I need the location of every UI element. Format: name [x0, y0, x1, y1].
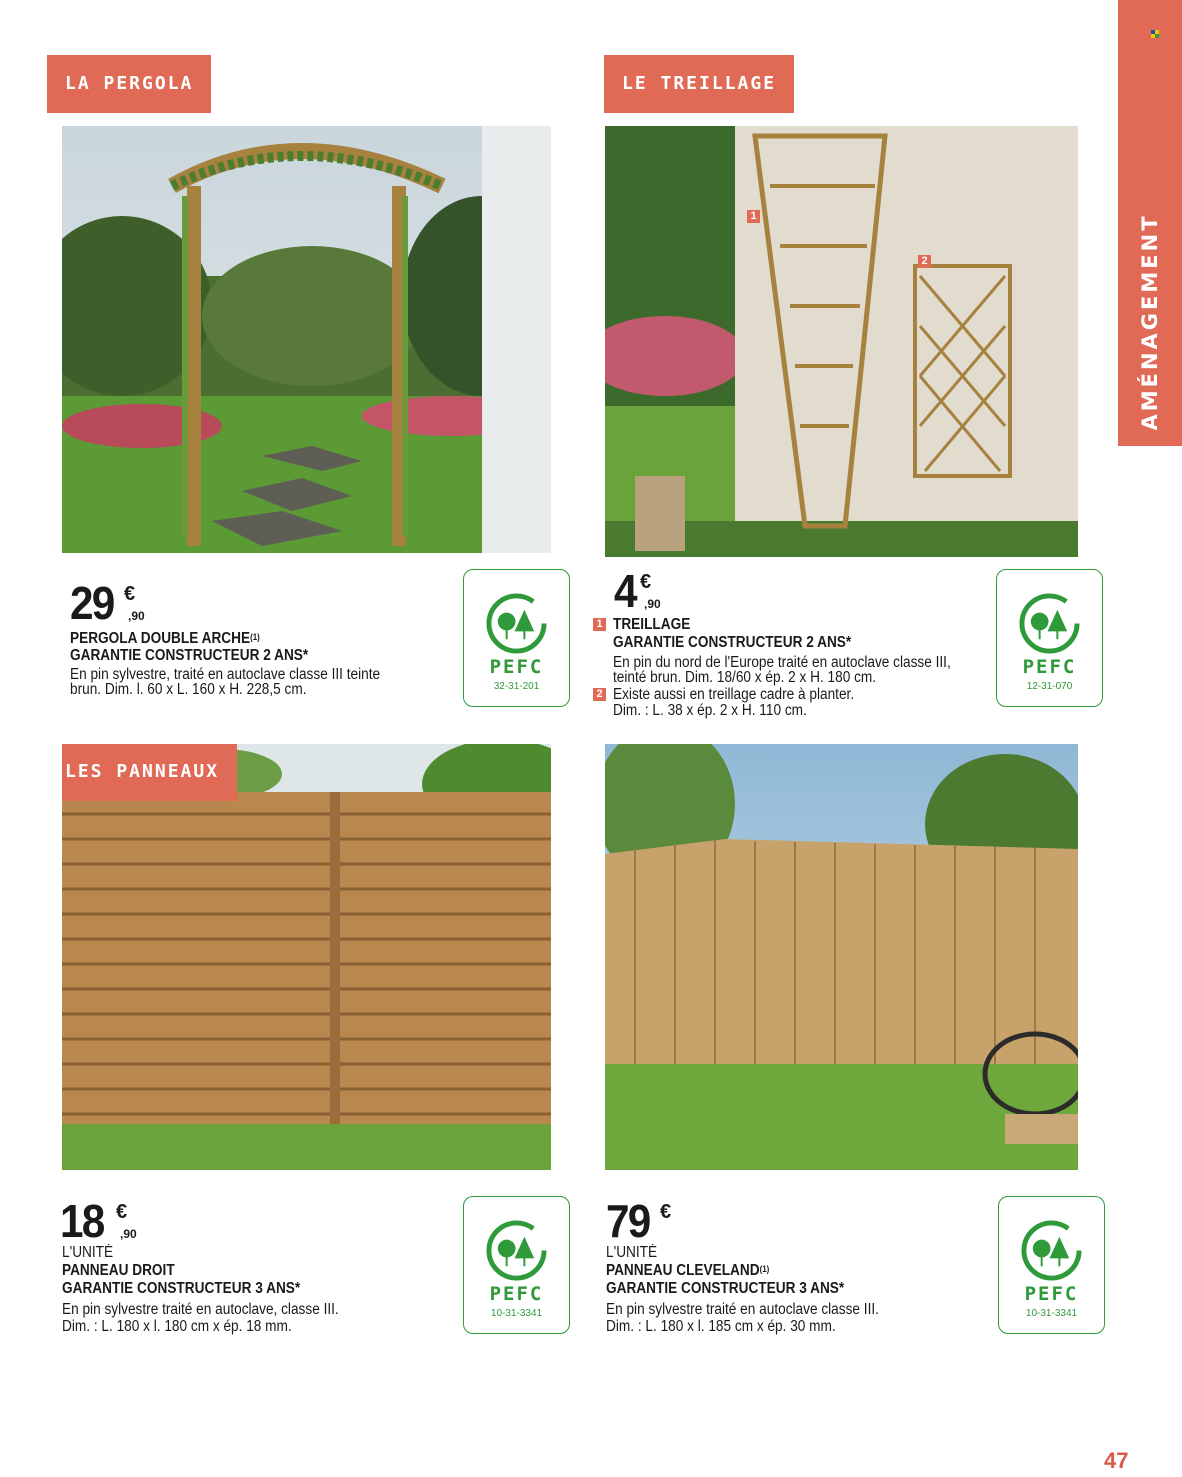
- page-number: 47: [1104, 1448, 1129, 1473]
- pefc-label: PEFC: [489, 1283, 544, 1305]
- brand-logo-icon: [1151, 30, 1159, 38]
- treillage-price: 4 € ,90: [614, 565, 661, 617]
- pefc-code: 10-31-3341: [490, 1308, 543, 1319]
- photo-badge-1: 1: [747, 210, 760, 223]
- panneau-droit-photo: [62, 744, 551, 1170]
- pefc-code: 12-31-070: [1026, 681, 1073, 692]
- panneau-cleveland-price: 79 €: [606, 1195, 672, 1247]
- pefc-badge-panneau-droit: [463, 1196, 570, 1334]
- section-title-pergola: LA PERGOLA: [47, 55, 211, 113]
- pefc-label: PEFC: [1024, 1283, 1079, 1305]
- pefc-logo-icon: [485, 1219, 548, 1282]
- pefc-code: 32-31-201: [493, 681, 540, 692]
- panneau-droit-price: 18 € ,90: [60, 1195, 137, 1247]
- panneau-droit-warranty: GARANTIE CONSTRUCTEUR 3 ANS*: [62, 1280, 301, 1297]
- panneau-cleveland-desc-1: En pin sylvestre traité en autoclave classe III.: [606, 1301, 879, 1318]
- pefc-badge-panneau-cleveland: [998, 1196, 1105, 1334]
- panneau-cleveland-name: PANNEAU CLEVELAND$^{(1)}$: [606, 1262, 770, 1279]
- pefc-code: 10-31-3341: [1025, 1308, 1078, 1319]
- pefc-label: PEFC: [489, 656, 544, 678]
- treillage-photo: [605, 126, 1078, 557]
- panneau-droit-desc-2: Dim. : L. 180 x l. 180 cm x ép. 18 mm.: [62, 1318, 292, 1335]
- treillage-name: TREILLAGE: [613, 616, 691, 633]
- panneau-cleveland-photo: [605, 744, 1078, 1170]
- pergola-desc-1: En pin sylvestre, traité en autoclave classe III teinte: [70, 666, 381, 683]
- pefc-logo-icon: [485, 592, 548, 655]
- pergola-price: 29 € ,90: [70, 577, 145, 629]
- treillage-desc-4: Dim. : L. 38 x ép. 2 x H. 110 cm.: [613, 702, 807, 719]
- pergola-desc-2: brun. Dim. l. 60 x L. 160 x H. 228,5 cm.: [70, 681, 307, 698]
- treillage-desc-2: teinté brun. Dim. 18/60 x ép. 2 x H. 180 cm.: [613, 669, 877, 686]
- pefc-label: PEFC: [1022, 656, 1077, 678]
- treillage-badge-2: 2: [593, 688, 606, 701]
- panneau-droit-desc-1: En pin sylvestre traité en autoclave, classe III.: [62, 1301, 339, 1318]
- pefc-badge-treillage: [996, 569, 1103, 707]
- pefc-logo-icon: [1018, 592, 1081, 655]
- treillage-desc-3: Existe aussi en treillage cadre à planter.: [613, 686, 855, 703]
- pergola-warranty: GARANTIE CONSTRUCTEUR 2 ANS*: [70, 647, 309, 664]
- panneau-cleveland-warranty: GARANTIE CONSTRUCTEUR 3 ANS*: [606, 1280, 845, 1297]
- treillage-badge-1: 1: [593, 618, 606, 631]
- section-title-treillage: LE TREILLAGE: [604, 55, 794, 113]
- panneau-cleveland-unit: L'UNITÉ: [606, 1244, 658, 1261]
- treillage-warranty: GARANTIE CONSTRUCTEUR 2 ANS*: [613, 634, 852, 651]
- pefc-badge-pergola: [463, 569, 570, 707]
- pefc-logo-icon: [1020, 1219, 1083, 1282]
- side-tab-label: AMÉNAGEMENT: [1138, 213, 1162, 431]
- treillage-desc-1: En pin du nord de l'Europe traité en autoclave classe III,: [613, 654, 951, 671]
- pergola-name: PERGOLA DOUBLE ARCHE$^{(1)}$: [70, 630, 260, 647]
- panneau-droit-name: PANNEAU DROIT: [62, 1262, 175, 1279]
- photo-badge-2: 2: [918, 255, 931, 268]
- pergola-photo: [62, 126, 551, 553]
- panneau-droit-unit: L'UNITÉ: [62, 1244, 114, 1261]
- side-tab: [1118, 0, 1182, 446]
- panneau-cleveland-desc-2: Dim. : L. 180 x l. 185 cm x ép. 30 mm.: [606, 1318, 836, 1335]
- section-title-panneaux: LES PANNEAUX: [62, 744, 237, 801]
